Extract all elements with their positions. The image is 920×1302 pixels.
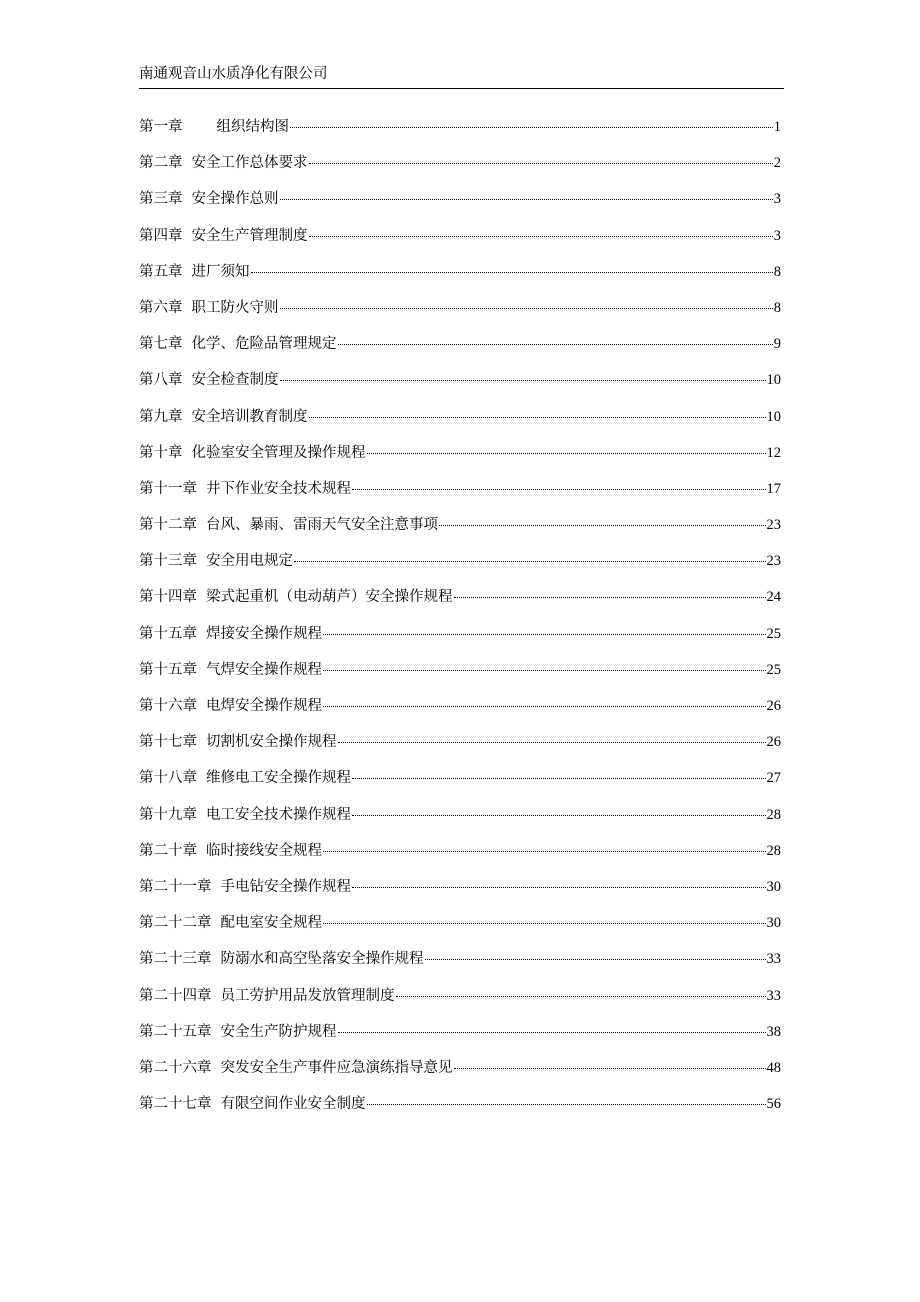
toc-entry[interactable] bbox=[139, 660, 781, 696]
toc-dot-leader bbox=[454, 597, 766, 598]
toc-entry[interactable] bbox=[139, 986, 781, 1022]
toc-page-number: 48 bbox=[766, 1059, 781, 1076]
toc-dot-leader bbox=[396, 996, 766, 997]
toc-chapter-title: 化验室安全管理及操作规程 bbox=[191, 444, 366, 461]
toc-chapter-title: 化学、危险品管理规定 bbox=[191, 336, 337, 353]
toc-chapter-number: 第十七章 bbox=[139, 734, 197, 751]
toc-entry[interactable] bbox=[139, 443, 781, 479]
toc-chapter-title: 安全用电规定 bbox=[206, 553, 293, 570]
toc-chapter-number: 第二十六章 bbox=[139, 1059, 212, 1076]
toc-chapter-number: 第七章 bbox=[139, 336, 183, 353]
toc-chapter-number: 第九章 bbox=[139, 408, 183, 425]
toc-chapter-title: 临时接线安全规程 bbox=[206, 842, 322, 859]
toc-dot-leader bbox=[323, 670, 766, 671]
toc-entry[interactable] bbox=[139, 732, 781, 768]
toc-chapter-number: 第十章 bbox=[139, 444, 183, 461]
toc-entry[interactable] bbox=[139, 551, 781, 587]
toc-entry[interactable] bbox=[139, 117, 781, 153]
toc-chapter-number: 第三章 bbox=[139, 191, 183, 208]
toc-entry[interactable] bbox=[139, 262, 781, 298]
toc-chapter-title: 切割机安全操作规程 bbox=[206, 734, 337, 751]
toc-entry[interactable] bbox=[139, 1022, 781, 1058]
toc-entry[interactable] bbox=[139, 189, 781, 225]
toc-chapter-title: 组织结构图 bbox=[216, 119, 289, 135]
toc-chapter-number: 第十九章 bbox=[139, 806, 197, 823]
toc-entry[interactable] bbox=[139, 370, 781, 406]
toc-chapter-number: 第八章 bbox=[139, 372, 183, 389]
toc-chapter-number: 第二十三章 bbox=[139, 951, 212, 968]
toc-chapter-number: 第二十二章 bbox=[139, 915, 212, 932]
toc-chapter-title: 突发安全生产事件应急演练指导意见 bbox=[220, 1059, 453, 1076]
toc-page-number: 23 bbox=[766, 553, 781, 570]
toc-chapter-title: 安全生产管理制度 bbox=[191, 227, 308, 244]
toc-entry[interactable] bbox=[139, 153, 781, 189]
toc-chapter-title: 井下作业安全技术规程 bbox=[206, 480, 351, 497]
toc-dot-leader bbox=[367, 453, 766, 454]
toc-page-number: 10 bbox=[766, 408, 781, 425]
toc-entry[interactable] bbox=[139, 768, 781, 804]
toc-chapter-number: 第二十四章 bbox=[139, 987, 212, 1004]
toc-chapter-number: 第十二章 bbox=[139, 517, 197, 534]
toc-dot-leader bbox=[323, 706, 766, 707]
toc-page-number: 9 bbox=[773, 336, 781, 353]
toc-dot-leader bbox=[309, 417, 766, 418]
toc-page-number: 28 bbox=[766, 842, 781, 859]
toc-dot-leader bbox=[323, 923, 766, 924]
header-company-name: 南通观音山水质净化有限公司 bbox=[139, 66, 328, 82]
toc-page-number: 30 bbox=[766, 915, 781, 932]
toc-dot-leader bbox=[352, 887, 766, 888]
toc-dot-leader bbox=[309, 236, 773, 237]
toc-dot-leader bbox=[280, 380, 766, 381]
toc-chapter-title: 有限空间作业安全制度 bbox=[220, 1096, 366, 1113]
toc-dot-leader bbox=[338, 742, 766, 743]
toc-dot-leader bbox=[323, 634, 766, 635]
toc-chapter-title: 职工防火守则 bbox=[191, 299, 279, 316]
toc-chapter-number: 第二十章 bbox=[139, 842, 197, 859]
toc-dot-leader bbox=[280, 199, 773, 200]
toc-chapter-number: 第十一章 bbox=[139, 480, 197, 497]
toc-chapter-number: 第二十七章 bbox=[139, 1096, 212, 1113]
toc-chapter-title: 防溺水和高空坠落安全操作规程 bbox=[220, 951, 424, 968]
toc-chapter-title: 梁式起重机（电动葫芦）安全操作规程 bbox=[206, 589, 453, 606]
toc-page-number: 25 bbox=[766, 625, 781, 642]
toc-entry[interactable] bbox=[139, 587, 781, 623]
toc-chapter-title: 安全检查制度 bbox=[191, 372, 279, 389]
toc-chapter-number: 第二章 bbox=[139, 155, 183, 172]
toc-chapter-title: 安全工作总体要求 bbox=[191, 155, 308, 172]
toc-page-number: 56 bbox=[766, 1096, 781, 1113]
toc-chapter-number: 第五章 bbox=[139, 263, 183, 280]
toc-chapter-title: 手电钻安全操作规程 bbox=[220, 878, 351, 895]
toc-chapter-title: 电焊安全操作规程 bbox=[206, 698, 322, 714]
toc-page-number: 25 bbox=[766, 661, 781, 678]
toc-entry[interactable] bbox=[139, 407, 781, 443]
toc-page-number: 8 bbox=[773, 299, 781, 316]
toc-entry[interactable] bbox=[139, 226, 781, 262]
toc-entry[interactable] bbox=[139, 1094, 781, 1130]
toc-chapter-number: 第二十一章 bbox=[139, 878, 212, 895]
toc-entry[interactable] bbox=[139, 841, 781, 877]
toc-page-number: 24 bbox=[766, 589, 781, 606]
toc-dot-leader bbox=[290, 127, 773, 128]
toc-chapter-number: 第十五章 bbox=[139, 625, 197, 642]
toc-dot-leader bbox=[309, 163, 773, 164]
toc-chapter-title: 安全培训教育制度 bbox=[191, 408, 308, 425]
toc-entry[interactable] bbox=[139, 515, 781, 551]
toc-dot-leader bbox=[454, 1068, 766, 1069]
toc-chapter-title: 配电室安全规程 bbox=[220, 915, 322, 932]
toc-chapter-number: 第十五章 bbox=[139, 661, 197, 678]
toc-dot-leader bbox=[367, 1104, 766, 1105]
toc-chapter-title: 进厂须知 bbox=[191, 263, 250, 280]
toc-dot-leader bbox=[425, 959, 766, 960]
table-of-contents bbox=[139, 117, 781, 1130]
toc-chapter-title: 维修电工安全操作规程 bbox=[206, 770, 351, 787]
toc-chapter-title: 安全操作总则 bbox=[191, 191, 279, 208]
toc-entry[interactable] bbox=[139, 877, 781, 913]
toc-chapter-title: 台风、暴雨、雷雨天气安全注意事项 bbox=[206, 517, 438, 534]
toc-entry[interactable] bbox=[139, 334, 781, 370]
toc-page-number: 33 bbox=[766, 951, 781, 968]
toc-chapter-title: 电工安全技术操作规程 bbox=[206, 806, 351, 823]
toc-page-number: 30 bbox=[766, 878, 781, 895]
toc-dot-leader bbox=[294, 561, 766, 562]
toc-entry[interactable] bbox=[139, 805, 781, 841]
toc-page-number: 28 bbox=[766, 806, 781, 823]
toc-dot-leader bbox=[352, 778, 766, 779]
toc-dot-leader bbox=[352, 489, 766, 490]
toc-page-number: 12 bbox=[766, 444, 781, 461]
page-header bbox=[139, 62, 784, 89]
toc-chapter-number: 第十八章 bbox=[139, 770, 197, 787]
toc-chapter-title: 员工劳护用品发放管理制度 bbox=[220, 987, 395, 1004]
toc-chapter-number: 第六章 bbox=[139, 299, 183, 316]
toc-chapter-number: 第十三章 bbox=[139, 553, 197, 570]
toc-entry[interactable] bbox=[139, 949, 781, 985]
toc-entry[interactable] bbox=[139, 696, 781, 732]
toc-page-number: 10 bbox=[766, 372, 781, 389]
toc-page-number: 27 bbox=[766, 770, 781, 787]
toc-dot-leader bbox=[352, 815, 766, 816]
toc-page-number: 23 bbox=[766, 517, 781, 534]
toc-page-number: 26 bbox=[766, 698, 781, 714]
toc-page-number: 26 bbox=[766, 734, 781, 751]
toc-page-number: 3 bbox=[773, 227, 781, 244]
toc-entry[interactable] bbox=[139, 624, 781, 660]
toc-page-number: 2 bbox=[773, 155, 781, 172]
toc-dot-leader bbox=[323, 851, 766, 852]
toc-dot-leader bbox=[280, 308, 773, 309]
toc-page-number: 38 bbox=[766, 1023, 781, 1040]
toc-chapter-number: 第四章 bbox=[139, 227, 183, 244]
toc-chapter-number: 第十四章 bbox=[139, 589, 197, 606]
toc-chapter-title: 气焊安全操作规程 bbox=[206, 661, 322, 678]
toc-entry[interactable] bbox=[139, 298, 781, 334]
toc-chapter-title: 安全生产防护规程 bbox=[220, 1023, 337, 1040]
toc-page-number: 3 bbox=[773, 191, 781, 208]
toc-page-number: 8 bbox=[773, 263, 781, 280]
toc-dot-leader bbox=[439, 525, 766, 526]
toc-dot-leader bbox=[338, 344, 773, 345]
toc-dot-leader bbox=[338, 1032, 766, 1033]
toc-entry[interactable] bbox=[139, 479, 781, 515]
toc-entry[interactable] bbox=[139, 1058, 781, 1094]
toc-chapter-number: 第一章 bbox=[139, 119, 183, 135]
toc-dot-leader bbox=[251, 272, 773, 273]
toc-chapter-number: 第十六章 bbox=[139, 698, 197, 714]
toc-page-number: 17 bbox=[766, 480, 781, 497]
toc-chapter-title: 焊接安全操作规程 bbox=[206, 625, 322, 642]
toc-page-number: 33 bbox=[766, 987, 781, 1004]
toc-chapter-number: 第二十五章 bbox=[139, 1023, 212, 1040]
toc-page-number: 1 bbox=[773, 119, 781, 135]
toc-entry[interactable] bbox=[139, 913, 781, 949]
